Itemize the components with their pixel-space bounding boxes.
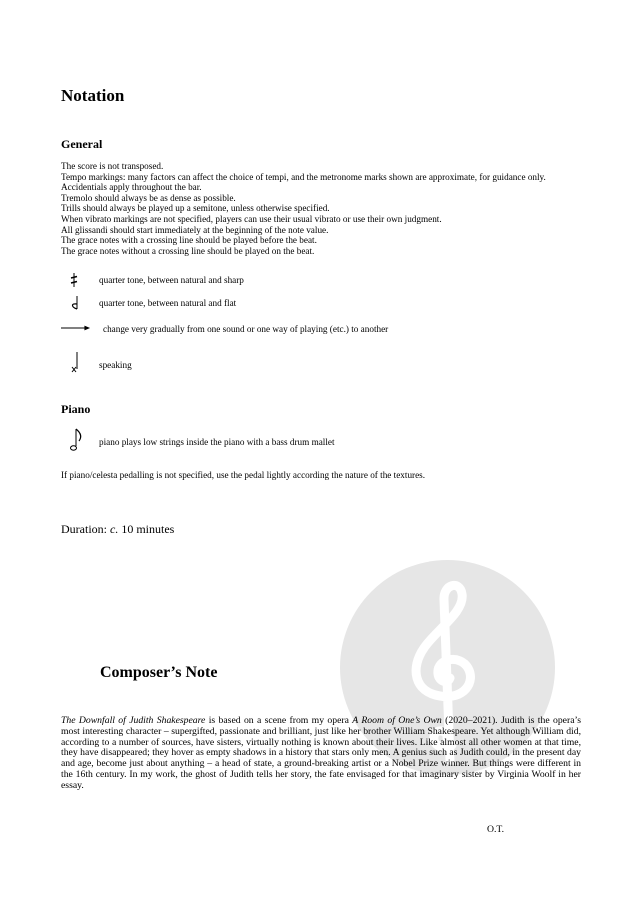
mallet-note-icon (61, 427, 91, 453)
general-line: Tempo markings: many factors can affect the choice of tempi, and the metronome marks shown are approximate, for guidance only. (61, 171, 546, 182)
duration-value: 10 minutes (121, 522, 175, 536)
arrow-icon (61, 322, 91, 334)
general-line: When vibrato markings are not specified, players can use their usual vibrato or use their own judgment. (61, 213, 442, 224)
general-line: All glissandi should start immediately at the beginning of the note value. (61, 224, 329, 235)
composers-note-paragraph (61, 716, 581, 792)
work-title: The Downfall of Judith Shakespeare (61, 715, 206, 726)
general-line: Accidentials apply throughout the bar. (61, 182, 202, 193)
general-line: The score is not transposed. (61, 161, 164, 171)
symbol-description: quarter tone, between natural and flat (99, 298, 237, 308)
symbol-description: change very gradually from one sound or one way of playing (etc.) to another (103, 324, 389, 334)
general-line: The grace notes without a crossing line should be played on the beat. (61, 245, 315, 256)
note-text: (2020–2021). Judith is the opera’s most interesting character – supergifted, passionate and brilliant, just like her brother William Shakespeare. Yet although William did, according to a number of sources, have sisters, virtually nothing is known about their lives. Like almost all other women at that time, they have disappeared; they hover as empty shadows in a history that stars only men. A genius such as Judith could, in the present day and age, become just about anything – a head of state, a ground-breaking artist or a Nobel Prize winner. But things were different in the 16th century. In my work, the ghost of Judith tells her story, the fate envisaged for that imaginary sister by Virginia Woolf in her essay. (61, 715, 581, 791)
symbol-description: piano plays low strings inside the piano with a bass drum mallet (99, 437, 335, 447)
quarter-flat-icon (61, 295, 91, 311)
quarter-sharp-icon (61, 272, 91, 288)
opera-title: A Room of One’s Own (352, 715, 442, 726)
symbol-description: speaking (99, 360, 132, 370)
general-notes (61, 161, 621, 256)
speaking-note-icon (61, 351, 91, 375)
composers-note-heading: Composer’s Note (100, 664, 218, 681)
pedal-note: If piano/celesta pedalling is not specified, use the pedal lightly according the nature of the textures. (61, 470, 426, 480)
general-line: The grace notes with a crossing line should be played before the beat. (61, 235, 317, 246)
piano-heading: Piano (61, 402, 91, 416)
general-line: Tremolo should always be as dense as possible. (61, 192, 236, 203)
general-heading: General (61, 137, 103, 151)
duration-approx: c. (110, 522, 119, 536)
general-line: Trills should always be played up a semitone, unless otherwise specified. (61, 203, 330, 214)
symbol-description: quarter tone, between natural and sharp (99, 275, 244, 285)
signature: O.T. (487, 824, 505, 835)
duration (61, 522, 174, 537)
page-title: Notation (61, 86, 125, 105)
duration-label: Duration: (61, 522, 107, 536)
note-text: is based on a scene from my opera (205, 715, 353, 726)
